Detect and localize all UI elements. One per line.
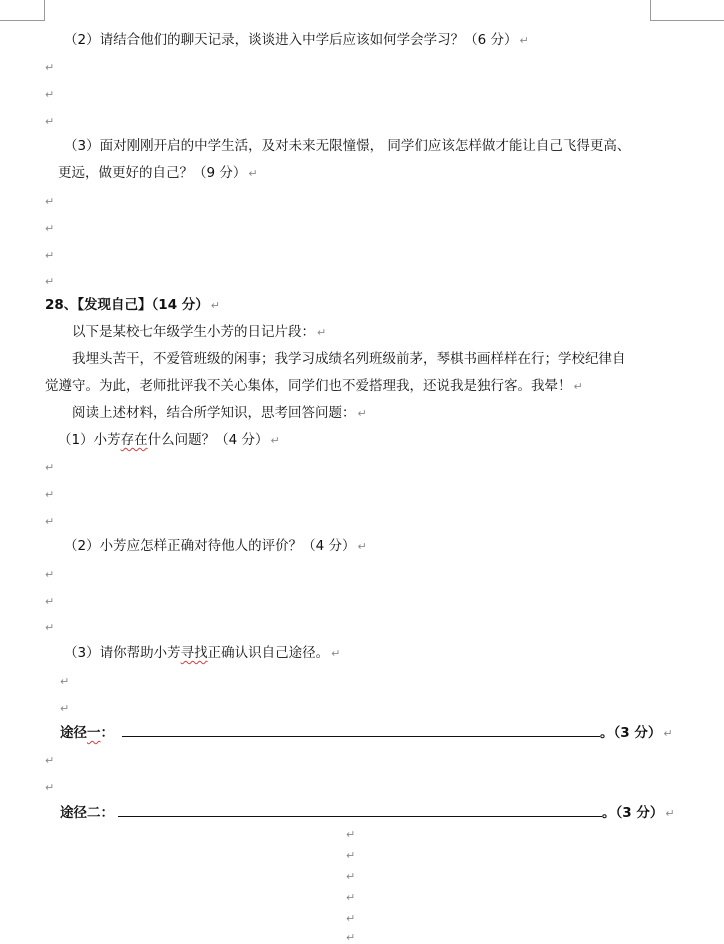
paragraph-mark-icon: ↵ [45, 88, 55, 101]
diary-text-line2: 觉遵守。为此，老师批评我不关心集体，同学们也不爱搭理我，还说我是独行客。我晕！ ↵ [45, 378, 583, 394]
question-27-3-line1: （3）面对刚刚开启的中学生活，及对未来无限憧憬， 同学们应该怎样做才能让自己飞得更高、 [64, 138, 631, 154]
paragraph-mark-icon: ↵ [346, 828, 356, 841]
paragraph-mark-icon: ↵ [45, 275, 55, 288]
question-28-heading: 28、【发现自己】（14 分） ↵ [45, 297, 221, 313]
paragraph-mark-icon: ↵ [357, 540, 367, 553]
paragraph-mark-icon: ↵ [45, 754, 55, 767]
paragraph-mark-icon: ↵ [346, 849, 356, 862]
paragraph-mark-icon: ↵ [573, 380, 583, 393]
path-two-blank[interactable] [118, 804, 602, 817]
paragraph-mark-icon: ↵ [346, 870, 356, 883]
path-one-answer-line: 途径一： 。（3 分） ↵ [60, 725, 673, 741]
path-one-blank[interactable] [122, 724, 600, 737]
path-two-answer-line: 途径二： 。（3 分） ↵ [60, 805, 675, 821]
paragraph-mark-icon: ↵ [45, 61, 55, 74]
diary-intro: 以下是某校七年级学生小芳的日记片段： ↵ [72, 324, 327, 340]
paragraph-mark-icon: ↵ [45, 781, 55, 794]
paragraph-mark-icon: ↵ [60, 675, 70, 688]
question-28-3: （3）请你帮助小芳寻找正确认识自己途径。 ↵ [64, 645, 341, 661]
crop-mark-top-left [0, 0, 45, 21]
paragraph-mark-icon: ↵ [45, 115, 55, 128]
paragraph-mark-icon: ↵ [45, 621, 55, 634]
paragraph-mark-icon: ↵ [45, 488, 55, 501]
paragraph-mark-icon: ↵ [45, 461, 55, 474]
diary-text-line1: 我埋头苦干，不爱管班级的闲事；我学习成绩名列班级前茅，琴棋书画样样在行；学校纪律自 [72, 351, 626, 367]
paragraph-mark-icon: ↵ [663, 727, 673, 740]
paragraph-mark-icon: ↵ [45, 249, 55, 262]
paragraph-mark-icon: ↵ [270, 434, 280, 447]
paragraph-mark-icon: ↵ [45, 568, 55, 581]
question-27-3-line2: 更远，做更好的自己？（9 分） ↵ [58, 165, 258, 181]
paragraph-mark-icon: ↵ [331, 647, 341, 660]
paragraph-mark-icon: ↵ [317, 326, 327, 339]
question-28-2: （2）小芳应怎样正确对待他人的评价？（4 分） ↵ [64, 538, 367, 554]
paragraph-mark-icon: ↵ [665, 807, 675, 820]
paragraph-mark-icon: ↵ [346, 931, 356, 944]
paragraph-mark-icon: ↵ [248, 167, 258, 180]
question-28-1: （1）小芳存在什么问题？（4 分） ↵ [58, 432, 280, 448]
paragraph-mark-icon: ↵ [346, 912, 356, 925]
question-27-2: （2）请结合他们的聊天记录，谈谈进入中学后应该如何学会学习？（6 分） ↵ [64, 32, 529, 48]
paragraph-mark-icon: ↵ [210, 299, 221, 312]
paragraph-mark-icon: ↵ [519, 34, 529, 47]
paragraph-mark-icon: ↵ [60, 702, 70, 715]
paragraph-mark-icon: ↵ [346, 891, 356, 904]
instruction: 阅读上述材料，结合所学知识，思考回答问题： ↵ [72, 405, 367, 421]
paragraph-mark-icon: ↵ [45, 195, 55, 208]
paragraph-mark-icon: ↵ [45, 595, 55, 608]
paragraph-mark-icon: ↵ [45, 515, 55, 528]
paragraph-mark-icon: ↵ [45, 222, 55, 235]
crop-mark-top-right [650, 0, 724, 21]
paragraph-mark-icon: ↵ [357, 407, 367, 420]
